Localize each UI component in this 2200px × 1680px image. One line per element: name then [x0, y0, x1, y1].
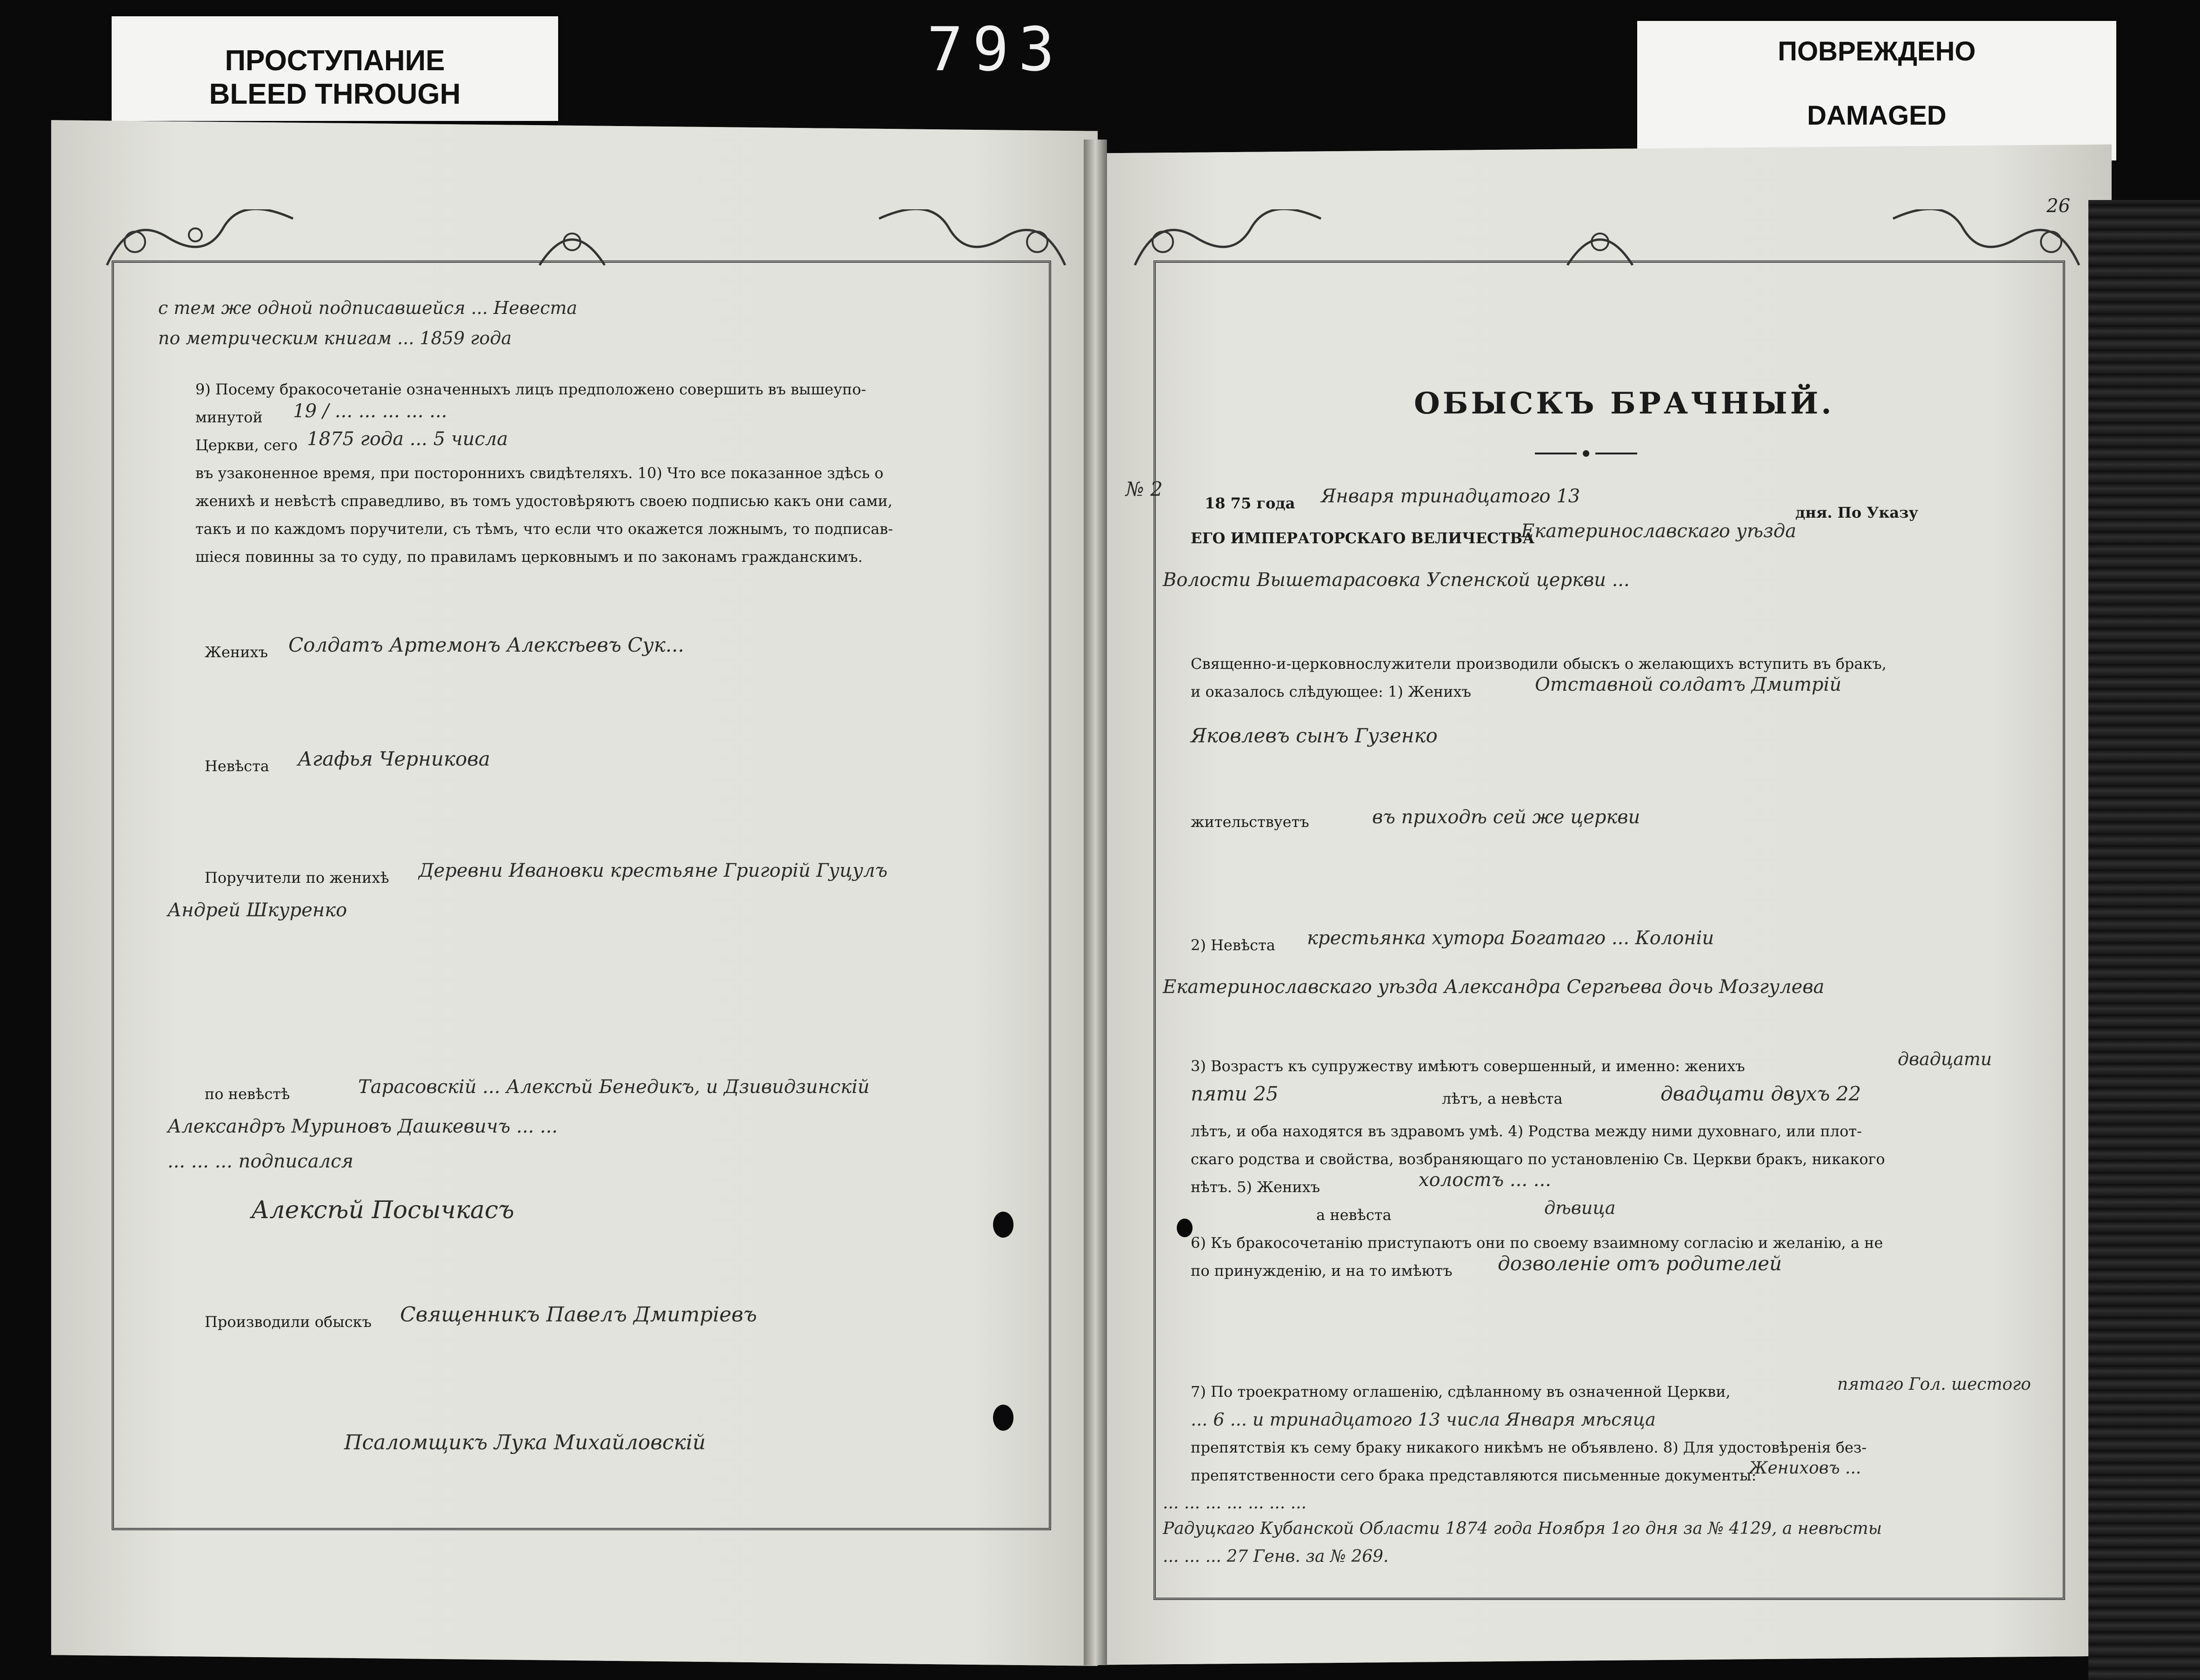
entry-number: № 2 — [1126, 478, 1163, 500]
paragraph-8-line: препятственности сего брака представляются письменные документы: — [1191, 1467, 1757, 1484]
signature: Алексѣй Посычкасъ — [251, 1196, 514, 1224]
conducted-by-name: Священникъ Павелъ Дмитріевъ — [400, 1303, 757, 1327]
ornament-icon — [1563, 219, 1637, 270]
conducted-by-label: Производили обыскъ — [205, 1313, 372, 1331]
document-title: ОБЫСКЪ БРАЧНЫЙ. — [1414, 386, 1834, 421]
ornament-icon — [874, 209, 1070, 270]
bride-sureties-names: ... ... ... подписался — [167, 1151, 353, 1172]
paragraph-9-line: женихѣ и невѣстѣ справедливо, въ томъ удостовѣряютъ своею подписью какъ они сами, — [195, 492, 893, 510]
bride-sureties-names: Александръ Муриновъ Дашкевичъ ... ... — [167, 1116, 558, 1137]
groom-label: Женихъ — [205, 643, 268, 661]
paragraph-9-line: такъ и по каждомъ поручители, съ тѣмъ, что если что окажется ложнымъ, то подписав- — [195, 520, 893, 538]
clergy-line: и оказалось слѣдующее: 1) Женихъ — [1191, 683, 1471, 700]
page-edge-stack — [2088, 200, 2200, 1680]
ornament-icon — [1130, 209, 1326, 270]
handwritten-line: по метрическим книгам ... 1859 года — [158, 328, 512, 348]
signature: Псаломщикъ Лука Михайловскій — [344, 1431, 706, 1454]
banns-handwritten: пятаго Гол. шестого — [1837, 1375, 2031, 1394]
date-handwritten: Января тринадцатого 13 — [1321, 486, 1580, 507]
paragraph-7-line: 7) По троекратному оглашенію, сдѣланному въ означенной Церкви, — [1191, 1383, 1731, 1400]
paragraph-8-line: препятствія къ сему браку никакого никѣмъ не объявлено. 8) Для удостовѣренія без- — [1191, 1439, 1867, 1456]
groom-name: Солдатъ Артемонъ Алексѣевъ Сук... — [288, 633, 684, 656]
day-label: дня. По Указу — [1795, 504, 1919, 521]
groom-sureties-label: Поручители по женихѣ — [205, 869, 389, 887]
groom-handwritten: Отставной солдатъ Дмитрій — [1535, 674, 1842, 695]
age-line: 3) Возрастъ къ супружеству имѣютъ совершенный, и именно: женихъ — [1191, 1057, 1745, 1075]
bride-label: 2) Невѣста — [1191, 936, 1275, 954]
groom-status-handwritten: холостъ ... ... — [1419, 1169, 1551, 1191]
bleed-through-label — [112, 16, 558, 121]
age-line: лѣтъ, а невѣста — [1442, 1090, 1563, 1107]
permission-handwritten: дозволеніе отъ родителей — [1498, 1252, 1782, 1275]
bride-status-label: а невѣста — [1316, 1206, 1392, 1224]
bride-handwritten: Екатеринославскаго уѣзда Александра Сергѣева дочь Мозгулева — [1163, 976, 1825, 998]
groom-sureties-names: Андрей Шкуренко — [167, 900, 347, 921]
paragraph-9-label: Церкви, сего — [195, 436, 298, 454]
handwritten-line: 19 / ... ... ... ... ... — [293, 400, 447, 422]
paragraph-9-line: 9) Посему бракосочетаніе означенныхъ лицъ предположено совершить въ вышеупо- — [195, 380, 867, 398]
bleed-through-en: BLEED THROUGH — [209, 78, 461, 110]
handwritten-line: 1875 года ... 5 числа — [307, 428, 508, 450]
damaged-en: DAMAGED — [1807, 100, 1947, 131]
place-handwritten: Екатеринославскаго уѣзда — [1521, 520, 1796, 542]
paragraph-6-line: по принужденію, и на то имѣютъ — [1191, 1262, 1453, 1280]
documents-handwritten: Радуцкаго Кубанской Области 1874 года Ноября 1го дня за № 4129, а невѣсты — [1163, 1519, 1882, 1538]
place-handwritten: Волости Вышетарасовка Успенской церкви ... — [1163, 569, 1630, 591]
age-line: лѣтъ, и оба находятся въ здравомъ умѣ. 4) Родства между ними духовнаго, или плот- — [1191, 1122, 1862, 1140]
documents-handwritten: Жениховъ ... — [1749, 1459, 1861, 1478]
banns-handwritten: ... 6 ... и тринадцатого 13 числа Января мѣсяца — [1191, 1409, 1656, 1430]
groom-sureties-names: Деревни Ивановки крестьяне Григорій Гуцулъ — [419, 860, 888, 881]
bride-sureties-names: Тарасовскій ... Алексѣй Бенедикъ, и Дзивидзинскій — [358, 1076, 870, 1098]
groom-handwritten: Яковлевъ сынъ Гузенко — [1191, 724, 1438, 747]
folio-number: 26 — [2047, 195, 2070, 217]
damaged-ru: ПОВРЕЖДЕНО — [1778, 36, 1976, 67]
age-handwritten: двадцати — [1898, 1049, 1992, 1069]
handwritten-line: с тем же одной подписавшейся ... Невеста — [158, 298, 578, 318]
bride-sureties-label: по невѣстѣ — [205, 1085, 290, 1103]
paragraph-9-label: минутой — [195, 408, 263, 426]
ink-blot — [1177, 1219, 1193, 1237]
age-handwritten: двадцати двухъ 22 — [1660, 1082, 1861, 1105]
ink-blot — [993, 1212, 1013, 1238]
documents-handwritten: ... ... ... ... ... ... ... — [1163, 1493, 1307, 1513]
age-handwritten: пяти 25 — [1191, 1082, 1279, 1105]
year-label: 18 75 года — [1205, 494, 1295, 512]
residence-label: жительствуетъ — [1191, 813, 1309, 831]
age-line: нѣтъ. 5) Женихъ — [1191, 1178, 1320, 1196]
documents-handwritten: ... ... ... 27 Генв. за № 269. — [1163, 1547, 1389, 1566]
archive-number: 793 — [927, 14, 1064, 85]
paragraph-6-line: 6) Къ бракосочетанію приступаютъ они по своему взаимному согласію и желанію, а не — [1191, 1234, 1883, 1252]
bride-handwritten: крестьянка хутора Богатаго ... Колоніи — [1307, 927, 1714, 949]
damaged-label — [1637, 21, 2116, 160]
bleed-through-ru: ПРОСТУПАНИЕ — [225, 45, 445, 77]
majesty-label: ЕГО ИМПЕРАТОРСКАГО ВЕЛИЧЕСТВА — [1191, 529, 1535, 547]
title-rule-icon — [1535, 449, 1637, 458]
residence-handwritten: въ приходѣ сей же церкви — [1372, 807, 1640, 828]
ink-blot — [993, 1405, 1013, 1431]
age-line: скаго родства и свойства, возбраняющаго по установленію Св. Церкви бракъ, никакого — [1191, 1150, 1885, 1168]
paragraph-9-line: въ узаконенное время, при постороннихъ свидѣтеляхъ. 10) Что все показанное здѣсь о — [195, 464, 884, 482]
ornament-icon — [102, 209, 298, 270]
bride-name: Агафья Черникова — [298, 747, 490, 770]
bride-label: Невѣста — [205, 757, 269, 775]
bride-status-handwritten: дѣвица — [1544, 1198, 1616, 1218]
clergy-line: Священно-и-церковнослужители производили обыскъ о желающихъ вступить въ бракъ, — [1191, 655, 1887, 673]
paragraph-9-line: шіеся повинны за то суду, по правиламъ церковнымъ и по законамъ гражданскимъ. — [195, 548, 863, 566]
book-spine — [1084, 140, 1107, 1665]
ornament-icon — [1888, 209, 2084, 270]
ornament-icon — [535, 219, 609, 270]
